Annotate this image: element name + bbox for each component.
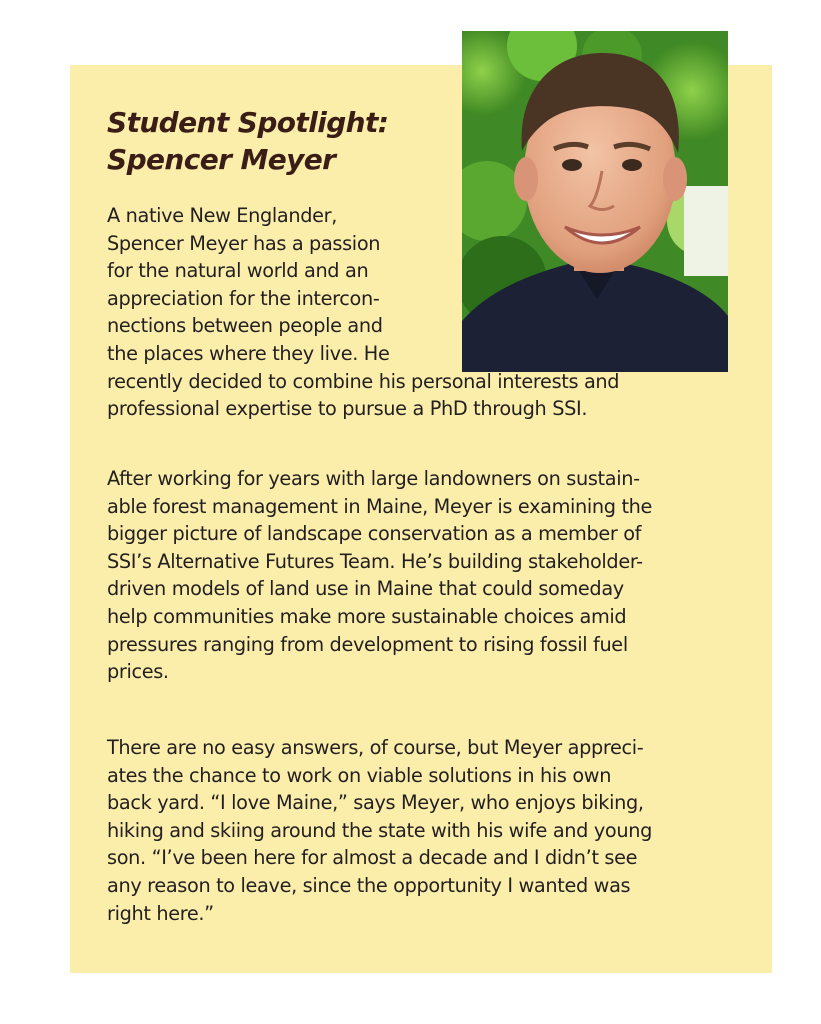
paragraph-work [107,465,652,686]
text-line: appreciation for the intercon- [107,286,380,310]
text-line: A native New Englander, [107,204,338,227]
article-title [107,104,388,178]
text-line: the places where they live. He [107,341,390,365]
text-line: help communities make more sustainable choices amid [107,604,627,628]
text-line: any reason to leave, since the opportunity I wanted was [107,873,631,897]
paragraph-intro [107,202,619,423]
text-line: for the natural world and an [107,259,369,283]
text-line: prices. [107,660,169,684]
text-line: driven models of land use in Maine that could someday [107,577,624,601]
title-line: Spencer Meyer [107,143,336,176]
text-line: ates the chance to work on viable solutions in his own [107,763,612,787]
text-line: Spencer Meyer has a passion [107,231,381,255]
text-line: There are no easy answers, of course, but Meyer appreci- [107,736,644,759]
text-line: SSI’s Alternative Futures Team. He’s building stakeholder- [107,549,643,573]
text-line: professional expertise to pursue a PhD through SSI. [107,397,588,421]
paragraph-quote [107,734,652,927]
text-line: son. “I’ve been here for almost a decade and I didn’t see [107,846,638,870]
text-line: nections between people and [107,314,383,338]
text-line: pressures ranging from development to rising fossil fuel [107,632,628,656]
title-line: Student Spotlight: [107,106,389,139]
text-line: hiking and skiing around the state with his wife and young [107,818,652,842]
text-line: back yard. “I love Maine,” says Meyer, who enjoys biking, [107,791,644,815]
text-line: After working for years with large landowners on sustain- [107,467,640,490]
text-line: recently decided to combine his personal interests and [107,369,620,393]
text-line: able forest management in Maine, Meyer is examining the [107,494,653,518]
text-line: right here.” [107,901,214,925]
text-line: bigger picture of landscape conservation as a member of [107,522,642,546]
